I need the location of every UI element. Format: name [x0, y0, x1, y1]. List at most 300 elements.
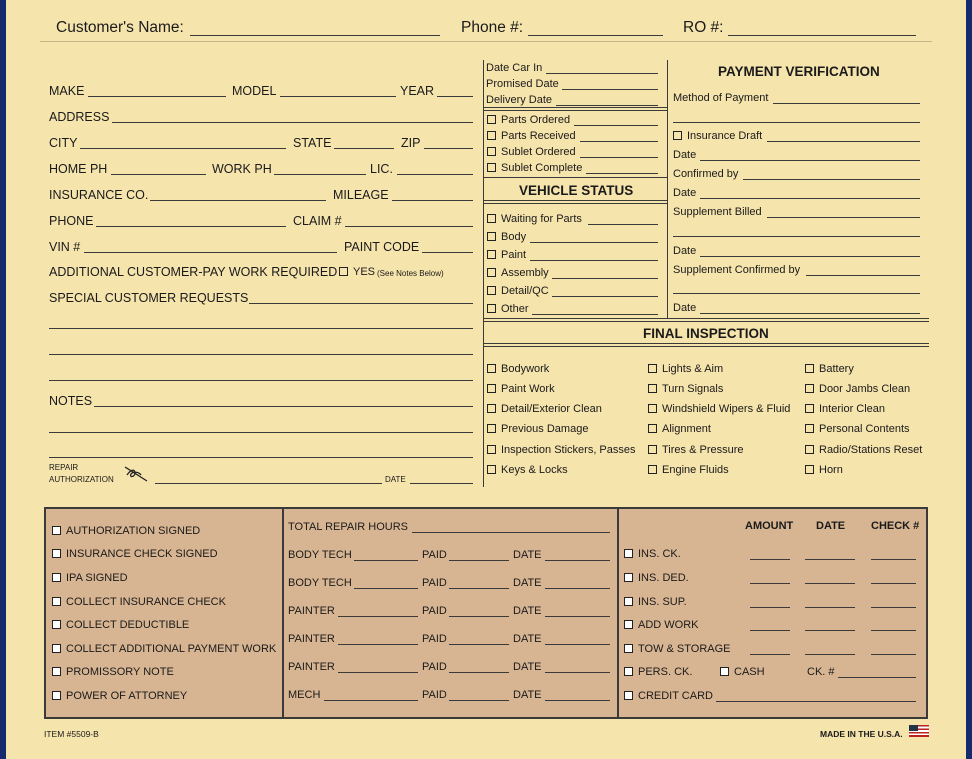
vs-waiting-parts-field[interactable]	[588, 224, 658, 225]
labor-row-4-label: PAINTER	[288, 633, 335, 645]
supplement-billed-line-2[interactable]	[673, 236, 920, 237]
labor-row-3-date-field[interactable]	[545, 616, 610, 617]
vehicle-status-top-rule	[483, 177, 667, 178]
pay-tow-storage-checkbox[interactable]	[624, 643, 731, 656]
confirmed-by-field[interactable]	[743, 179, 920, 180]
pay-ins-sup-date[interactable]	[805, 607, 855, 608]
insurance-draft-label: Insurance Draft	[687, 130, 763, 142]
zip-label: ZIP	[401, 136, 421, 150]
checkbox-icon	[648, 384, 657, 393]
labor-row-4-date-field[interactable]	[545, 644, 610, 645]
pay-ins-ded-date[interactable]	[805, 583, 855, 584]
checkbox-icon	[52, 573, 61, 582]
check-label: PROMISSORY NOTE	[66, 666, 174, 678]
vs-assembly-checkbox[interactable]	[487, 267, 549, 280]
labor-row-1-date-field[interactable]	[545, 560, 610, 561]
supplement-billed-label: Supplement Billed	[673, 206, 762, 218]
delivery-date-label: Delivery Date	[486, 94, 553, 106]
fi-keys-locks-checkbox[interactable]	[487, 464, 568, 477]
work-ph-label: WORK PH	[212, 162, 272, 176]
parts-ordered-label: Parts Ordered	[501, 114, 571, 126]
vs-body-label: Body	[501, 231, 527, 243]
checkbox-icon	[52, 526, 61, 535]
checkbox-icon	[487, 404, 496, 413]
vin-label: VIN #	[49, 240, 81, 254]
checkbox-icon	[487, 147, 496, 156]
labor-row-5-paid-field[interactable]	[449, 672, 509, 673]
city-label: CITY	[49, 136, 78, 150]
fi-turn-signals-checkbox[interactable]	[648, 383, 723, 396]
middle-divider-right	[667, 60, 668, 318]
vs-body-checkbox[interactable]	[487, 231, 526, 244]
check-label: COLLECT DEDUCTIBLE	[66, 619, 190, 631]
pay-ins-sup-check[interactable]	[871, 607, 916, 608]
labor-row-1-label: BODY TECH	[288, 549, 352, 561]
fi-paint-work-label: Paint Work	[501, 383, 555, 395]
confirmed-by-label: Confirmed by	[673, 168, 739, 180]
middle-divider-left	[483, 60, 484, 487]
pay-add-work-label: ADD WORK	[638, 619, 699, 631]
bottom-divider-1	[282, 509, 284, 719]
pay-ins-sup-checkbox[interactable]	[624, 596, 687, 609]
ro-label: RO #:	[683, 19, 724, 36]
check-authorization-signed[interactable]	[52, 525, 200, 538]
labor-row-6-paid-label: PAID	[422, 689, 447, 701]
fi-paint-work-checkbox[interactable]	[487, 383, 555, 396]
item-number: ITEM #5509-B	[44, 729, 99, 739]
check-insurance-check-signed[interactable]	[52, 548, 218, 561]
insurance-co-label: INSURANCE CO.	[49, 188, 149, 202]
sublet-complete-label: Sublet Complete	[501, 162, 583, 174]
special-requests-line-4[interactable]	[49, 380, 473, 381]
check-collect-additional[interactable]	[52, 643, 276, 656]
sublet-ordered-checkbox[interactable]	[487, 146, 576, 159]
fi-engine-fluids-label: Engine Fluids	[662, 464, 729, 476]
checkbox-icon	[624, 620, 633, 629]
pay-add-work-checkbox[interactable]	[624, 619, 699, 632]
pay-ins-ded-amount[interactable]	[750, 583, 790, 584]
pay-cash-label: CASH	[734, 666, 765, 678]
total-hours-field[interactable]	[412, 532, 610, 533]
check-collect-deductible[interactable]	[52, 619, 189, 632]
dates-divider	[483, 107, 667, 111]
parts-received-field[interactable]	[580, 141, 658, 142]
labor-row-5-label: PAINTER	[288, 661, 335, 673]
state-label: STATE	[293, 136, 332, 150]
labor-row-6-date-field[interactable]	[545, 700, 610, 701]
labor-row-2-date-field[interactable]	[545, 588, 610, 589]
labor-row-3-name-field[interactable]	[338, 616, 418, 617]
checkbox-icon	[52, 691, 61, 700]
amount-header: AMOUNT	[745, 520, 794, 532]
phone2-label: PHONE	[49, 214, 94, 228]
method-payment-label: Method of Payment	[673, 92, 769, 104]
fi-detail-exterior-label: Detail/Exterior Clean	[501, 403, 602, 415]
supplement-confirmed-field[interactable]	[806, 275, 920, 276]
final-inspection-title: FINAL INSPECTION	[643, 326, 769, 341]
pay-tow-storage-label: TOW & STORAGE	[638, 643, 731, 655]
customer-name-field[interactable]	[190, 35, 440, 36]
check-label: COLLECT INSURANCE CHECK	[66, 596, 226, 608]
pay-add-work-check[interactable]	[871, 630, 916, 631]
fi-battery-checkbox[interactable]	[805, 363, 854, 376]
check-label: INSURANCE CHECK SIGNED	[66, 548, 218, 560]
auth-date-label: DATE	[385, 475, 406, 484]
check-collect-insurance[interactable]	[52, 596, 226, 609]
model-label: MODEL	[232, 84, 277, 98]
fi-lights-aim-label: Lights & Aim	[662, 363, 724, 375]
pay-ins-ck-amount[interactable]	[750, 559, 790, 560]
check-promissory-note[interactable]	[52, 666, 174, 679]
checkbox-icon	[805, 465, 814, 474]
checkbox-icon	[648, 424, 657, 433]
labor-row-3-paid-label: PAID	[422, 605, 447, 617]
vs-body-field[interactable]	[530, 242, 658, 243]
vs-other-field[interactable]	[532, 314, 658, 315]
date-car-in-field[interactable]	[546, 73, 658, 74]
pay-ins-ck-check[interactable]	[871, 559, 916, 560]
fi-horn-label: Horn	[819, 464, 843, 476]
vs-other-checkbox[interactable]	[487, 303, 529, 316]
fi-interior-clean-checkbox[interactable]	[805, 403, 885, 416]
labor-row-4-name-field[interactable]	[338, 644, 418, 645]
vs-assembly-label: Assembly	[501, 267, 549, 279]
pay-ins-ded-checkbox[interactable]	[624, 572, 689, 585]
checkbox-icon	[52, 597, 61, 606]
sublet-complete-checkbox[interactable]	[487, 162, 582, 175]
fi-battery-label: Battery	[819, 363, 854, 375]
checkbox-icon	[624, 573, 633, 582]
special-requests-line-2[interactable]	[49, 328, 473, 329]
check-label: AUTHORIZATION SIGNED	[66, 525, 201, 537]
pv-date-4-label: Date	[673, 302, 697, 314]
repair-authorization-field[interactable]	[155, 483, 382, 484]
sublet-ordered-field[interactable]	[580, 157, 658, 158]
vs-paint-label: Paint	[501, 249, 527, 261]
checkbox-icon	[487, 250, 496, 259]
notes-line-3[interactable]	[49, 457, 473, 458]
pay-add-work-amount[interactable]	[750, 630, 790, 631]
checkbox-icon	[487, 163, 496, 172]
make-label: MAKE	[49, 84, 85, 98]
zip-field[interactable]	[424, 148, 473, 149]
pv-date-4-field[interactable]	[700, 313, 920, 314]
checkbox-icon	[673, 131, 682, 140]
supplement-confirmed-label: Supplement Confirmed by	[673, 264, 801, 276]
vs-paint-field[interactable]	[530, 260, 658, 261]
pay-pers-ck-label: PERS. CK.	[638, 666, 693, 678]
check-label: IPA SIGNED	[66, 572, 128, 584]
pv-date-3-label: Date	[673, 245, 697, 257]
fi-radio-reset-label: Radio/Stations Reset	[819, 444, 923, 456]
fi-detail-exterior-checkbox[interactable]	[487, 403, 602, 416]
checkbox-icon	[720, 667, 729, 676]
authorization-label: AUTHORIZATION	[49, 475, 114, 484]
notes-label: NOTES	[49, 394, 93, 408]
pay-tow-storage-date[interactable]	[805, 654, 855, 655]
checkbox-icon	[52, 644, 61, 653]
special-requests-field[interactable]	[249, 303, 473, 304]
parts-ordered-field[interactable]	[574, 125, 658, 126]
fi-wipers-label: Windshield Wipers & Fluid	[662, 403, 791, 415]
fi-interior-clean-label: Interior Clean	[819, 403, 886, 415]
promised-date-field[interactable]	[562, 89, 658, 90]
checkbox-icon	[624, 644, 633, 653]
checkbox-icon	[624, 597, 633, 606]
work-ph-field[interactable]	[274, 174, 366, 175]
delivery-date-field[interactable]	[556, 105, 658, 106]
labor-row-4-date-label: DATE	[513, 633, 542, 645]
fi-radio-reset-checkbox[interactable]	[805, 444, 922, 457]
method-payment-field[interactable]	[773, 103, 920, 104]
fi-door-jambs-label: Door Jambs Clean	[819, 383, 911, 395]
checkbox-icon	[52, 549, 61, 558]
ck-num-field[interactable]	[838, 677, 916, 678]
final-inspection-top-rule	[483, 318, 929, 322]
checkbox-icon	[487, 384, 496, 393]
notes-field[interactable]	[94, 406, 473, 407]
fi-previous-damage-checkbox[interactable]	[487, 423, 588, 436]
insurance-draft-checkbox[interactable]	[673, 130, 762, 143]
fi-alignment-checkbox[interactable]	[648, 423, 711, 436]
additional-work-label: ADDITIONAL CUSTOMER-PAY WORK REQUIRED	[49, 265, 338, 279]
checkbox-icon	[487, 214, 496, 223]
check-ipa-signed[interactable]	[52, 572, 128, 585]
pv-date-1-field[interactable]	[700, 160, 920, 161]
checkbox-icon	[487, 232, 496, 241]
address-label: ADDRESS	[49, 110, 110, 124]
check-num-header: CHECK #	[871, 520, 920, 532]
total-hours-label: TOTAL REPAIR HOURS	[288, 521, 409, 533]
ro-field[interactable]	[728, 35, 916, 36]
pay-credit-card-label: CREDIT CARD	[638, 690, 713, 702]
see-notes-label: (See Notes Below)	[377, 269, 444, 278]
fi-engine-fluids-checkbox[interactable]	[648, 464, 729, 477]
special-requests-label: SPECIAL CUSTOMER REQUESTS	[49, 291, 249, 305]
pay-ins-sup-amount[interactable]	[750, 607, 790, 608]
lic-field[interactable]	[397, 174, 473, 175]
signature-pen-icon	[123, 463, 151, 483]
promised-date-label: Promised Date	[486, 78, 559, 90]
vs-waiting-parts-checkbox[interactable]	[487, 213, 582, 226]
checkbox-icon	[805, 445, 814, 454]
insurance-draft-field[interactable]	[767, 141, 920, 142]
fi-previous-damage-label: Previous Damage	[501, 423, 589, 435]
fi-keys-locks-label: Keys & Locks	[501, 464, 568, 476]
labor-row-5-date-field[interactable]	[545, 672, 610, 673]
city-field[interactable]	[80, 148, 286, 149]
address-field[interactable]	[112, 122, 473, 123]
checkbox-icon	[624, 667, 633, 676]
pay-ins-ck-label: INS. CK.	[638, 548, 681, 560]
fi-bodywork-label: Bodywork	[501, 363, 550, 375]
checkbox-icon	[52, 620, 61, 629]
notes-line-2[interactable]	[49, 432, 473, 433]
labor-row-3-paid-field[interactable]	[449, 616, 509, 617]
pay-credit-card-checkbox[interactable]	[624, 690, 713, 703]
claim-label: CLAIM #	[293, 214, 342, 228]
vs-paint-checkbox[interactable]	[487, 249, 526, 262]
fi-bodywork-checkbox[interactable]	[487, 363, 549, 376]
fi-horn-checkbox[interactable]	[805, 464, 843, 477]
pv-date-3-field[interactable]	[700, 256, 920, 257]
state-field[interactable]	[334, 148, 394, 149]
supplement-confirmed-line-2[interactable]	[673, 293, 920, 294]
home-ph-label: HOME PH	[49, 162, 108, 176]
checkbox-icon	[648, 465, 657, 474]
checkbox-icon	[487, 304, 496, 313]
checkbox-icon	[648, 445, 657, 454]
fi-personal-contents-label: Personal Contents	[819, 423, 910, 435]
ck-num-label: CK. #	[807, 666, 835, 678]
pv-date-2-field[interactable]	[700, 198, 920, 199]
pay-ins-ck-date[interactable]	[805, 559, 855, 560]
vs-assembly-field[interactable]	[552, 278, 658, 279]
labor-row-2-date-label: DATE	[513, 577, 542, 589]
repair-label: REPAIR	[49, 463, 79, 472]
fi-wipers-checkbox[interactable]	[648, 403, 790, 416]
labor-row-6-date-label: DATE	[513, 689, 542, 701]
mileage-label: MILEAGE	[333, 188, 389, 202]
labor-row-2-paid-label: PAID	[422, 577, 447, 589]
vs-other-label: Other	[501, 303, 529, 315]
pay-pers-ck-checkbox[interactable]	[624, 666, 692, 679]
phone-label: Phone #:	[461, 19, 524, 36]
checkbox-icon	[52, 667, 61, 676]
year-field[interactable]	[437, 96, 473, 97]
checkbox-icon	[805, 404, 814, 413]
lic-label: LIC.	[370, 162, 393, 176]
vs-detail-qc-checkbox[interactable]	[487, 285, 549, 298]
fi-door-jambs-checkbox[interactable]	[805, 383, 910, 396]
payment-verification-title: PAYMENT VERIFICATION	[718, 64, 880, 79]
insurance-co-field[interactable]	[150, 200, 326, 201]
labor-row-6-paid-field[interactable]	[449, 700, 509, 701]
parts-received-label: Parts Received	[501, 130, 576, 142]
labor-row-4-paid-field[interactable]	[449, 644, 509, 645]
labor-row-2-label: BODY TECH	[288, 577, 352, 589]
fi-lights-aim-checkbox[interactable]	[648, 363, 723, 376]
labor-row-1-paid-field[interactable]	[449, 560, 509, 561]
checkbox-icon	[648, 404, 657, 413]
customer-name-label: Customer's Name:	[56, 19, 184, 36]
vin-field[interactable]	[84, 252, 337, 253]
fi-personal-contents-checkbox[interactable]	[805, 423, 910, 436]
office-tracking-panel	[44, 507, 928, 719]
pay-cash-checkbox[interactable]	[720, 666, 765, 679]
date-car-in-label: Date Car In	[486, 62, 543, 74]
auth-date-field[interactable]	[410, 483, 473, 484]
labor-row-1-paid-label: PAID	[422, 549, 447, 561]
labor-row-3-label: PAINTER	[288, 605, 335, 617]
date-header: DATE	[816, 520, 846, 532]
pay-tow-storage-amount[interactable]	[750, 654, 790, 655]
checkbox-icon	[487, 465, 496, 474]
supplement-billed-field[interactable]	[767, 217, 920, 218]
labor-row-1-name-field[interactable]	[354, 560, 418, 561]
check-power-of-attorney[interactable]	[52, 690, 187, 703]
paint-code-field[interactable]	[422, 252, 473, 253]
checkbox-icon	[339, 267, 348, 276]
labor-row-4-paid-label: PAID	[422, 633, 447, 645]
checkbox-icon	[487, 364, 496, 373]
check-label: POWER OF ATTORNEY	[66, 690, 188, 702]
pay-tow-storage-check[interactable]	[871, 654, 916, 655]
checkbox-icon	[624, 691, 633, 700]
pay-add-work-date[interactable]	[805, 630, 855, 631]
vs-detail-qc-label: Detail/QC	[501, 285, 549, 297]
home-ph-field[interactable]	[111, 174, 206, 175]
labor-row-1-date-label: DATE	[513, 549, 542, 561]
credit-card-field[interactable]	[716, 701, 916, 702]
labor-row-6-label: MECH	[288, 689, 321, 701]
fi-alignment-label: Alignment	[662, 423, 711, 435]
checkbox-icon	[487, 268, 496, 277]
checkbox-icon	[624, 549, 633, 558]
fi-inspection-stickers-checkbox[interactable]	[487, 444, 636, 457]
made-in-usa: MADE IN THE U.S.A.	[820, 729, 903, 739]
checkbox-icon	[805, 424, 814, 433]
pv-date-1-label: Date	[673, 149, 697, 161]
us-flag-icon	[909, 725, 929, 737]
checkbox-icon	[487, 424, 496, 433]
pay-ins-sup-label: INS. SUP.	[638, 596, 687, 608]
yes-checkbox[interactable]	[339, 266, 375, 279]
sublet-ordered-label: Sublet Ordered	[501, 146, 576, 158]
fi-tires-label: Tires & Pressure	[662, 444, 744, 456]
pv-date-2-label: Date	[673, 187, 697, 199]
labor-row-5-name-field[interactable]	[338, 672, 418, 673]
phone-field[interactable]	[528, 35, 663, 36]
mileage-field[interactable]	[392, 200, 473, 201]
vehicle-status-divider	[483, 200, 667, 204]
labor-row-2-name-field[interactable]	[354, 588, 418, 589]
checkbox-icon	[805, 384, 814, 393]
vs-waiting-parts-label: Waiting for Parts	[501, 213, 582, 225]
final-inspection-divider	[483, 343, 929, 347]
pay-ins-ded-label: INS. DED.	[638, 572, 689, 584]
check-label: COLLECT ADDITIONAL PAYMENT WORK	[66, 643, 277, 655]
year-label: YEAR	[400, 84, 435, 98]
vs-detail-qc-field[interactable]	[552, 296, 658, 297]
make-field[interactable]	[88, 96, 226, 97]
checkbox-icon	[487, 445, 496, 454]
checkbox-icon	[487, 131, 496, 140]
labor-row-6-name-field[interactable]	[324, 700, 418, 701]
pay-ins-ck-checkbox[interactable]	[624, 548, 681, 561]
checkbox-icon	[487, 286, 496, 295]
phone2-field[interactable]	[96, 226, 286, 227]
parts-ordered-checkbox[interactable]	[487, 114, 570, 127]
fi-tires-checkbox[interactable]	[648, 444, 744, 457]
method-payment-line-2[interactable]	[673, 122, 920, 123]
parts-received-checkbox[interactable]	[487, 130, 576, 143]
fi-inspection-stickers-label: Inspection Stickers, Passes	[501, 444, 636, 456]
labor-row-2-paid-field[interactable]	[449, 588, 509, 589]
model-field[interactable]	[280, 96, 396, 97]
bottom-divider-2	[617, 509, 619, 719]
special-requests-line-3[interactable]	[49, 354, 473, 355]
yes-label: YES	[353, 266, 376, 278]
checkbox-icon	[805, 364, 814, 373]
claim-field[interactable]	[345, 226, 473, 227]
sublet-complete-field[interactable]	[586, 173, 658, 174]
labor-row-5-paid-label: PAID	[422, 661, 447, 673]
pay-ins-ded-check[interactable]	[871, 583, 916, 584]
labor-row-3-date-label: DATE	[513, 605, 542, 617]
checkbox-icon	[648, 364, 657, 373]
paint-code-label: PAINT CODE	[344, 240, 420, 254]
